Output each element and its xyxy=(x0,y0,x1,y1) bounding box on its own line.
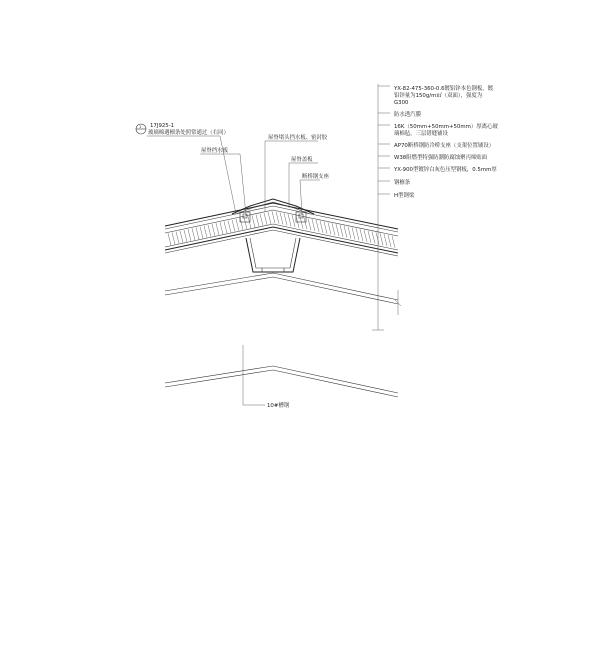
layer-tick-lines xyxy=(378,86,390,194)
hatch-line xyxy=(184,230,187,242)
hatch-line xyxy=(284,213,287,225)
hatch-line xyxy=(212,224,215,236)
hatch-line xyxy=(320,221,323,233)
layer-descriptions xyxy=(393,84,498,199)
layer-1-line-2: 铝锌量为150g/m㎡（双面），强度为 xyxy=(394,93,483,99)
hatch-line xyxy=(324,222,327,234)
hatch-line xyxy=(388,235,391,247)
hatch-line xyxy=(292,215,295,227)
ridge-cover-label: 屋脊盖板 xyxy=(291,157,313,163)
layer-2-line-1: 防水透汽膜 xyxy=(394,112,421,118)
hatch-line xyxy=(232,220,235,232)
hatch-line xyxy=(272,211,275,223)
hatch-line xyxy=(276,212,279,224)
hatch-line xyxy=(248,216,251,228)
hatch-line xyxy=(356,228,359,240)
hatch-line xyxy=(392,236,395,248)
purlin-steel-label: 10#槽钢 xyxy=(267,403,290,409)
hatch-line xyxy=(168,233,171,245)
hatch-line xyxy=(280,212,283,224)
hatch-line xyxy=(204,226,207,238)
ridge-end-flashing-label: 屋脊堵头挡水板、密封胶 xyxy=(268,135,328,141)
layer-1-line-3: G300 xyxy=(394,100,409,106)
hatch-line xyxy=(244,217,247,229)
hatch-line xyxy=(180,231,183,243)
reference-symbol-icon xyxy=(136,124,146,134)
layer-3-line-1: 16K（50mm+50mm+50mm）厚离心玻 xyxy=(394,124,498,130)
hatch-line xyxy=(260,214,263,226)
hatch-line xyxy=(192,228,195,240)
hatch-line xyxy=(328,222,331,234)
layer-7-line-1: 钢檩条 xyxy=(394,180,411,186)
hatch-line xyxy=(176,232,179,244)
hatch-line xyxy=(220,222,223,234)
hatch-line xyxy=(336,224,339,236)
hatch-line xyxy=(372,232,375,244)
ridge-support-steel xyxy=(246,238,300,272)
hatch-line xyxy=(216,223,219,235)
layer-1-line-1: YX-82-475-360-0.6镀铝锌本色钢板，镀 xyxy=(394,86,494,92)
hatch-line xyxy=(208,225,211,237)
hatch-line xyxy=(240,218,243,230)
thermal-break-bracket-label: 断桥钢支座 xyxy=(302,174,329,180)
hatch-line xyxy=(308,218,311,230)
hatch-line xyxy=(304,217,307,229)
hatch-line xyxy=(376,232,379,244)
hatch-line xyxy=(268,212,271,224)
hatch-line xyxy=(380,233,383,245)
hatch-line xyxy=(344,226,347,238)
roof-layers xyxy=(165,203,398,256)
layer-3-line-2: 璃棉毡，三层错缝铺设 xyxy=(394,131,448,137)
hatch-line xyxy=(172,233,175,245)
layer-4-line-1: AP70断桥钢防冷桥支座（支架位置铺设） xyxy=(394,143,495,149)
ref-note: 玻璃棉遇檩条处照常通过（右同） xyxy=(148,130,229,136)
hatch-line xyxy=(224,221,227,233)
svg-text:1: 1 xyxy=(139,125,142,129)
hatch-line xyxy=(340,225,343,237)
hatch-line xyxy=(236,219,239,231)
hatch-line xyxy=(288,214,291,226)
ref-code: 17J925-1 xyxy=(150,123,175,129)
hatch-line xyxy=(200,227,203,239)
hatch-line xyxy=(316,220,319,232)
hatch-line xyxy=(332,223,335,235)
hatch-line xyxy=(384,234,387,246)
hatch-line xyxy=(364,230,367,242)
hatch-line xyxy=(352,227,355,239)
hatch-line xyxy=(228,221,231,233)
h-beam xyxy=(165,273,401,397)
hatch-line xyxy=(252,215,255,227)
hatch-line xyxy=(300,217,303,229)
hatch-line xyxy=(360,229,363,241)
hatch-line xyxy=(264,213,267,225)
center-line xyxy=(243,345,265,405)
layer-6-line-1: YX-900型镀锌白灰色压型钢板，0.5mm厚 xyxy=(394,167,497,173)
layer-5-line-1: W38阻燃型特强防潮防腐蚀聚丙烯贴面 xyxy=(394,155,488,161)
hatch-line xyxy=(196,227,199,239)
hatch-line xyxy=(348,227,351,239)
layer-8-line-1: H型钢梁 xyxy=(394,193,415,199)
hatch-line xyxy=(312,219,315,231)
ridge-flashing-label: 屋脊挡水板 xyxy=(201,148,228,154)
hatch-line xyxy=(256,215,259,227)
hatch-line xyxy=(368,231,371,243)
hatch-line xyxy=(188,229,191,241)
